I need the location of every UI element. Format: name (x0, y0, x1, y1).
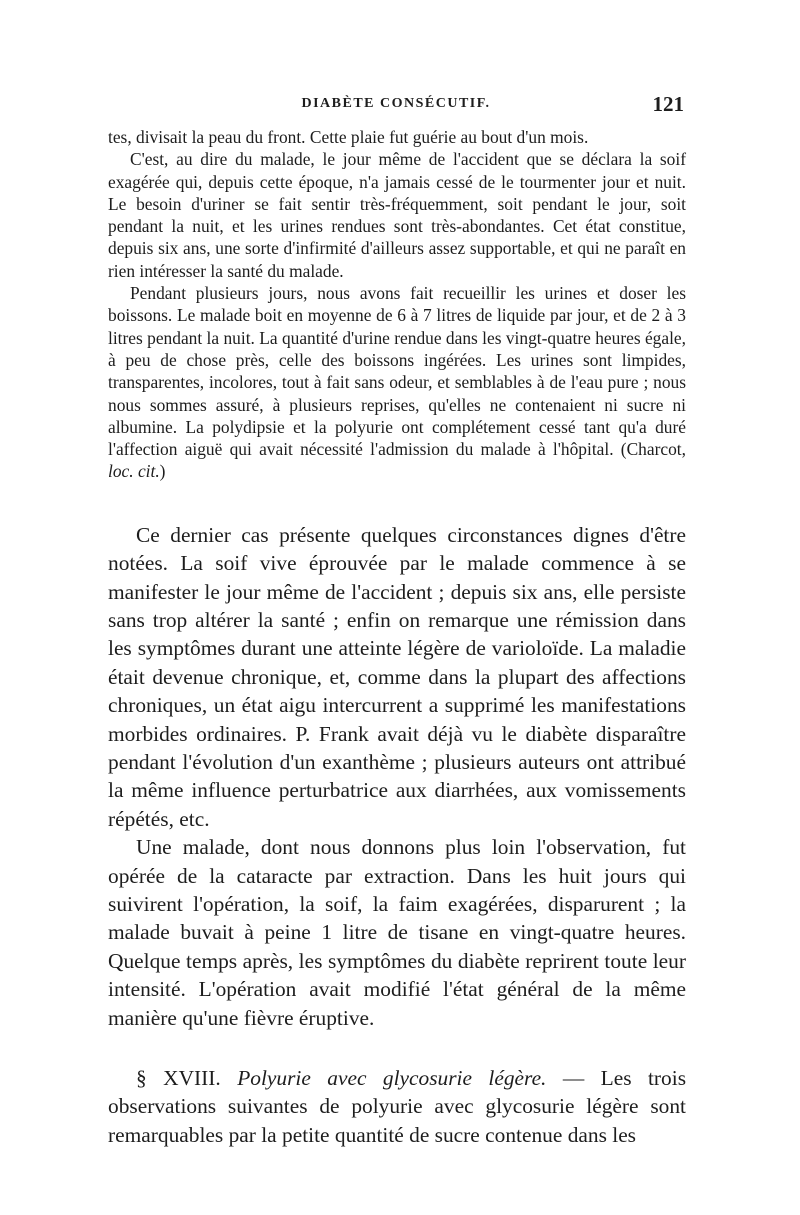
quote-paragraph-2: C'est, au dire du malade, le jour même de l'accident que se déclara la soif exagérée qui, depuis cette époque, n'a jamais cessé de le tourmenter jour et nuit. Le besoin d'uriner se fait sentir très-fréquemment, soit pendant le jour, soit pendant la nuit, et les urines rendues sont très-abondantes. Cet état constitue, depuis six ans, une sorte d'infirmité d'ailleurs assez supportable, et qui ne paraît en rien intéresser la santé du malade. (108, 149, 686, 281)
main-discussion (108, 521, 686, 1032)
section-text: — Les trois observations suivantes de polyurie avec glycosurie légère sont remarquables par la petite quantité de sucre contenue dans les (108, 1066, 687, 1147)
body-text (108, 126, 686, 1149)
quote-paragraph-3 (108, 282, 686, 483)
section-number: § XVIII. (136, 1066, 221, 1091)
running-title: DIABÈTE CONSÉCUTIF. (301, 96, 491, 111)
main-paragraph-2: Une malade, dont nous donnons plus loin l'observation, fut opérée de la cataracte par extraction. Dans les huit jours qui suivirent l'opération, la soif, la faim exagérées, disparurent ; la malade buvait à peine 1 litre de tisane en vingt-quatre heures. Quelque temps après, les symptômes du diabète reprirent toute leur intensité. L'opération avait modifié l'état général de la même manière qu'une fièvre éruptive. (108, 835, 686, 1030)
main-paragraph-1: Ce dernier cas présente quelques circonstances dignes d'être notées. La soif vive éprouvée par le malade commence à se manifester le jour même de l'accident ; depuis six ans, elle persiste sans trop altérer la santé ; enfin on remarque une rémission dans les symptômes durant une atteinte légère de varioloïde. La maladie était devenue chronique, et, comme dans la plupart des affections chroniques, un état aigu intercurrent a supprimé les manifestations morbides ordinaires. P. Frank avait déjà vu le diabète disparaître pendant l'évolution d'un exanthème ; plusieurs auteurs ont attribué la même influence perturbatrice aux diarrhées, aux vomissements répétés, etc. (108, 522, 686, 831)
citation-close: ) (159, 461, 166, 482)
quoted-observation (108, 126, 686, 483)
page-number: 121 (652, 92, 684, 116)
citation-loc-cit: loc. cit. (108, 461, 160, 482)
section-paragraph (108, 1064, 686, 1149)
quote-paragraph-1: tes, divisait la peau du front. Cette plaie fut guérie au bout d'un mois. (108, 127, 589, 147)
quote-paragraph-3-text: Pendant plusieurs jours, nous avons fait recueillir les urines et doser les boissons. Le malade boit en moyenne de 6 à 7 litres de liquide par jour, et de 2 à 3 litres pendant la nuit. La quantité d'urine rendue dans les vingt-quatre heures égale, à peu de chose près, celle des boissons ingérées. Les urines sont limpides, transparentes, incolores, tout à fait sans odeur, et semblables à de l'eau pure ; nous nous sommes assuré, à plusieurs reprises, qu'elles ne contenaient ni sucre ni albumine. La polydipsie et la polyurie ont complétement cessé tant qu'a duré l'affection aiguë qui avait nécessité l'admission du malade à l'hôpital. (Charcot, (108, 283, 686, 460)
section-xviii (108, 1064, 686, 1149)
running-head (108, 92, 684, 122)
section-title: Polyurie avec glycosurie légère. (237, 1066, 547, 1091)
